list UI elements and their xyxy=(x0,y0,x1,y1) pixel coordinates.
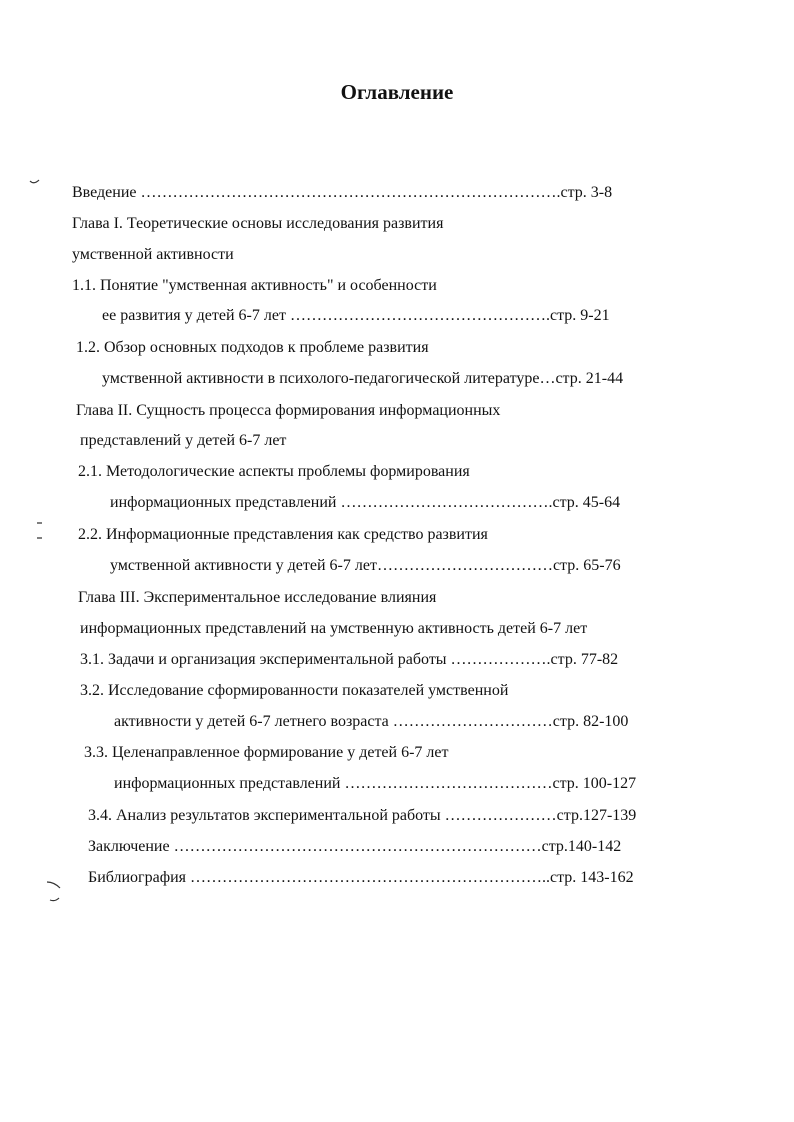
toc-chapter-1-title-cont: умственной активности xyxy=(72,246,234,263)
scan-mark xyxy=(34,520,44,542)
toc-chapter-2-title: Глава II. Сущность процесса формирования информационных xyxy=(76,402,501,419)
toc-chapter-3-title-cont: информационных представлений на умственную активность детей 6-7 лет xyxy=(80,620,588,637)
toc-section-3-2-title: 3.2. Исследование сформированности показателей умственной xyxy=(80,682,509,699)
toc-entry-conclusion: Заключение ……………………………………………………………стр.140-142 xyxy=(88,838,622,855)
toc-chapter-3-title: Глава III. Экспериментальное исследование влияния xyxy=(78,589,437,606)
toc-section-1-2-page: умственной активности в психолого-педагогической литературе…стр. 21-44 xyxy=(102,370,624,387)
toc-entry-introduction: Введение …………………………………………………………………….стр. 3-8 xyxy=(72,184,613,201)
toc-section-1-1-title: 1.1. Понятие "умственная активность" и особенности xyxy=(72,277,437,294)
toc-section-1-1-page: ее развития у детей 6-7 лет ………………………………………….стр. 9-21 xyxy=(102,307,610,324)
toc-section-3-4: 3.4. Анализ результатов экспериментальной работы …………………стр.127-139 xyxy=(88,807,637,824)
toc-section-2-2-page: умственной активности у детей 6-7 лет……………………………стр. 65-76 xyxy=(110,557,621,574)
scan-mark xyxy=(44,876,64,906)
toc-section-2-2-title: 2.2. Информационные представления как средство развития xyxy=(78,526,488,543)
toc-section-3-3-title: 3.3. Целенаправленное формирование у детей 6-7 лет xyxy=(84,744,449,761)
toc-section-2-1-title: 2.1. Методологические аспекты проблемы формирования xyxy=(78,463,470,480)
toc-section-2-1-page: информационных представлений ………………………………….стр. 45-64 xyxy=(110,494,621,511)
toc-section-3-3-page: информационных представлений …………………………………стр. 100-127 xyxy=(114,775,637,792)
toc-entry-bibliography: Библиография …………………………………………………………..стр. 143-162 xyxy=(88,869,634,886)
toc-section-3-1: 3.1. Задачи и организация экспериментальной работы ……………….стр. 77-82 xyxy=(80,651,619,668)
toc-section-1-2-title: 1.2. Обзор основных подходов к проблеме развития xyxy=(76,339,429,356)
toc-chapter-1-title: Глава I. Теоретические основы исследования развития xyxy=(72,215,444,232)
scan-mark xyxy=(28,176,42,186)
toc-chapter-2-title-cont: представлений у детей 6-7 лет xyxy=(80,432,287,449)
page-title: Оглавление xyxy=(340,80,454,104)
toc-section-3-2-page: активности у детей 6-7 летнего возраста …………………………стр. 82-100 xyxy=(114,713,629,730)
